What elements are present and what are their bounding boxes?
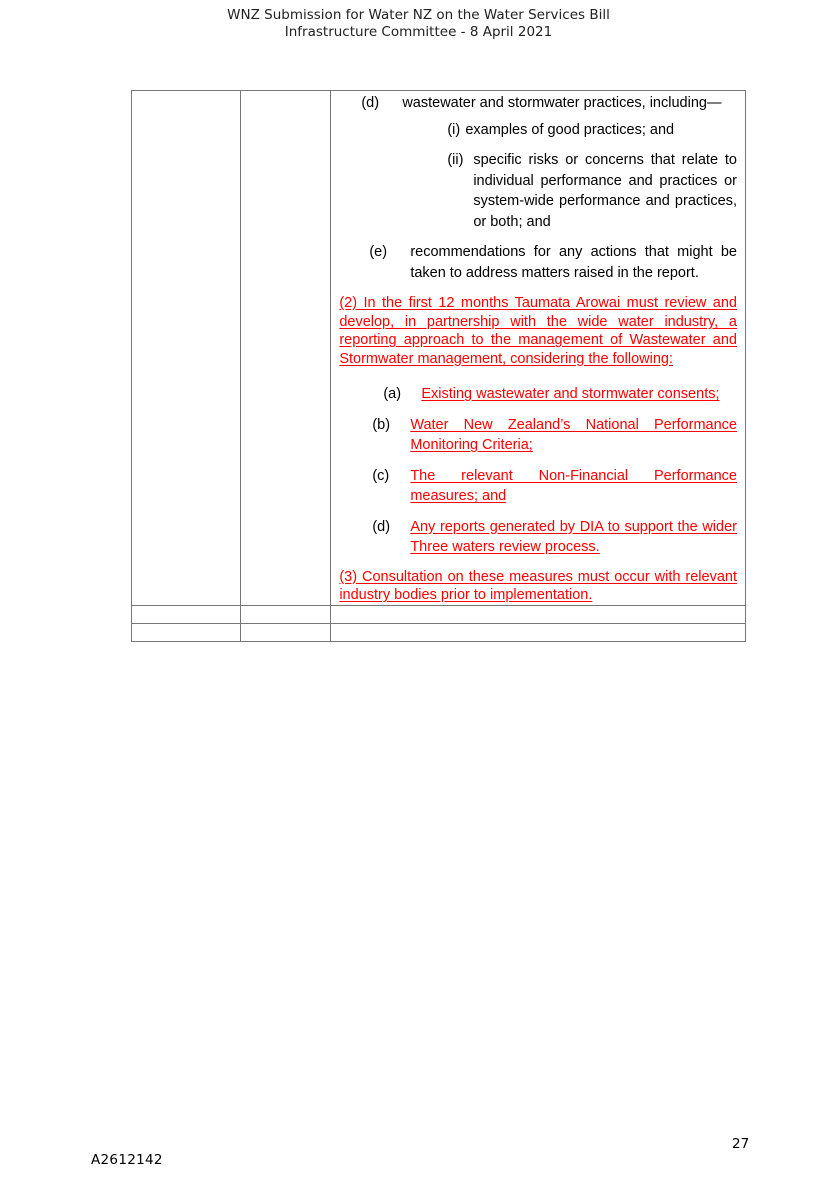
clause-text: recommendations for any actions that might be taken to address matters raised in the report. [410,244,737,281]
table-cell-content [331,91,746,606]
table-row [132,605,746,623]
clause-text: specific risks or concerns that relate to individual performance and practices or system-wide performance and practices, or both; and [473,152,737,230]
table-row [132,91,746,606]
header-subtitle: Infrastructure Committee - 8 April 2021 [284,24,553,40]
clause-label: (d) [361,95,380,111]
proposed-paragraph-2: (2) In the first 12 months Taumata Arowai must review and develop, in partnership with the wide water industry, a reporting approach to the management of Wastewater and Stormwater management, considering the following: [339,295,737,367]
clause-d [361,93,737,114]
table-cell-empty [132,605,241,623]
item-label: (d) [372,518,391,535]
clause-label: (ii) [447,152,464,168]
header-title: WNZ Submission for Water NZ on the Water Services Bill [227,7,610,23]
table-cell-col1 [132,91,241,606]
proposed-paragraph-3: (3) Consultation on these measures must occur with relevant industry bodies prior to implementation. [339,568,737,603]
table-cell-col2 [241,91,331,606]
clause-e [369,242,737,283]
item-text: Existing wastewater and stormwater consents; [421,386,720,402]
item-text: The relevant Non-Financial Performance measures; and [410,467,737,504]
document-reference: A2612142 [91,1152,163,1168]
table-cell-empty [331,623,746,641]
item-text: Any reports generated by DIA to support the wider Three waters review process. [410,518,737,555]
table-cell-empty [241,623,331,641]
clause-label: (i) [447,121,461,138]
proposed-item-b [372,415,737,456]
clause-d-ii [447,150,737,232]
table-cell-empty [331,605,746,623]
item-label: (b) [372,416,391,433]
proposed-item-a [383,384,737,405]
clause-text: wastewater and stormwater practices, including— [402,95,722,111]
item-label: (c) [372,467,390,484]
item-text: Water New Zealand’s National Performance Monitoring Criteria; [410,416,737,453]
page-number: 27 [732,1136,750,1152]
proposed-item-d [372,517,737,558]
table-row [132,623,746,641]
table-cell-empty [241,605,331,623]
submission-table [131,90,746,642]
clause-text: examples of good practices; and [465,121,675,138]
table-cell-empty [132,623,241,641]
clause-label: (e) [369,244,388,260]
proposed-item-c [372,466,737,507]
page-header [0,7,837,41]
item-label: (a) [383,386,402,402]
clause-d-i [447,120,737,141]
